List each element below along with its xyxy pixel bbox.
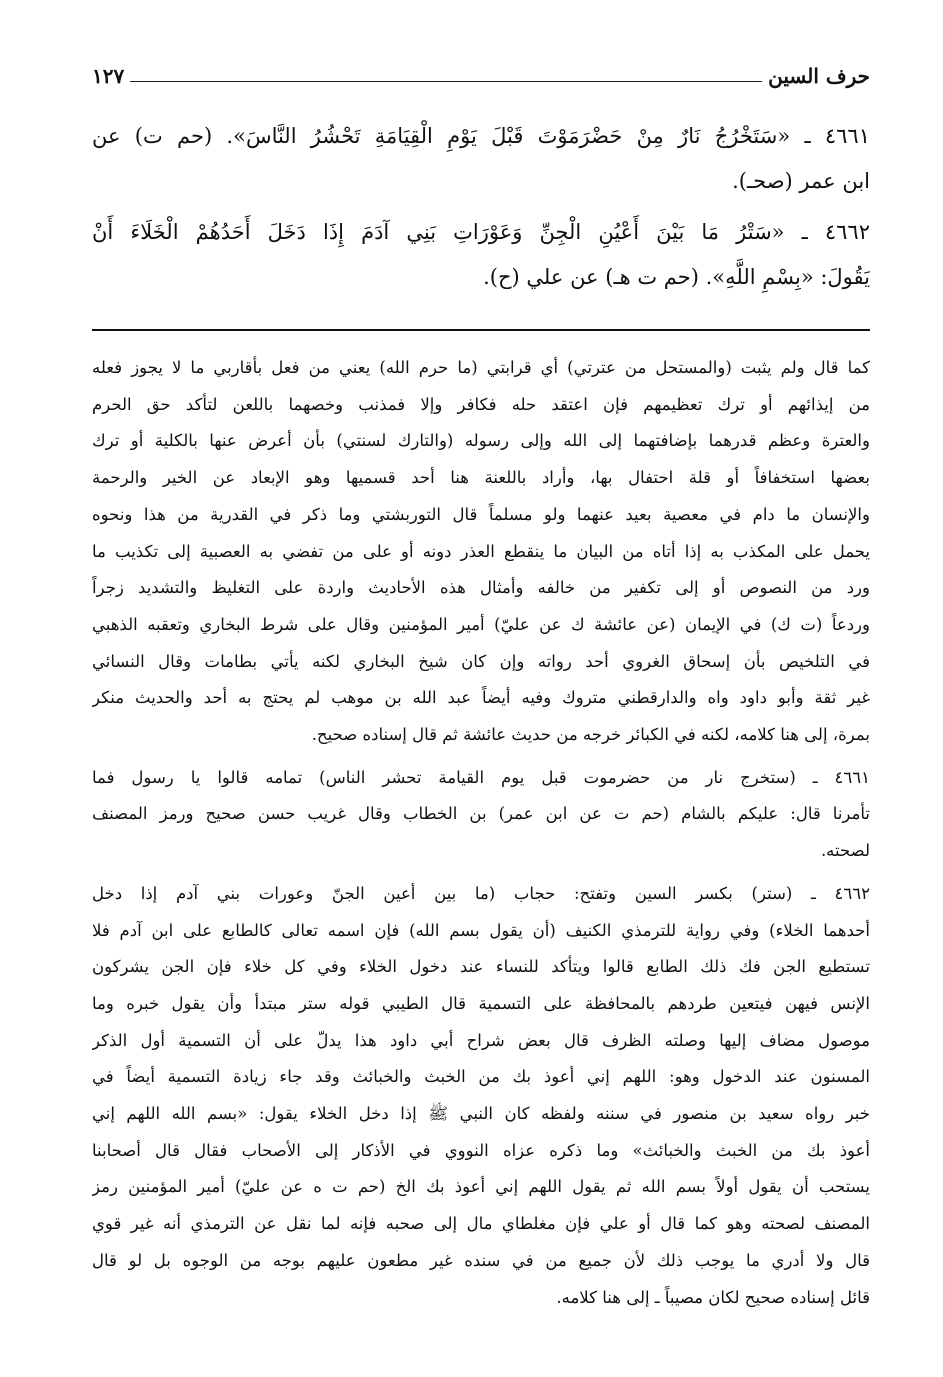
text-line: بعضها استخفافاً أو قلة احتفال بها، وأراد باللعنة هنا أحد قسميها وهو الإبعاد عن الخير والرحمة: [92, 468, 870, 488]
text-line: وردعاً (ت ك) في الإيمان (عن عائشة ك عن عليّ) أمير المؤمنين وقال على شرط البخاري وتعقبه الذهبي: [92, 614, 870, 634]
text-line: من إيذائهم أو ترك تعظيمهم فإن اعتقد حله فكافر وإلا فمذنب وخصهما باللعن لتأكد حق الحرم: [92, 394, 870, 414]
text-line: غير ثقة وأبو داود واه والدارقطني متروك وفيه أيضاً عبد الله بن موهب لم يحتج به أحد والحديث منكر: [92, 688, 870, 708]
text-line: ٤٦٦٢ ـ «سَتْرُ مَا بَيْنَ أَعْيُنِ الْجِنِّ وَعَوْرَاتِ بَنِي آدَمَ إِذَا دَخَلَ أَحَدُهُمْ الْخَلَاءَ أَنْ: [92, 220, 870, 244]
hadith-paragraph: [92, 210, 870, 300]
text-line: المسنون عند الدخول وهو: اللهم إني أعوذ بك من الخبث والخبائث وقد جاء زيادة التسمية أيضاً في: [92, 1067, 870, 1087]
text-line: لصحته.: [820, 841, 870, 861]
text-line: خبر رواه سعيد بن منصور في سننه ولفظه كان النبي ﷺ إذا دخل الخلاء يقول: «بسم الله اللهم إني: [92, 1104, 870, 1124]
text-line: قال ولا أدري ما يوجب ذلك لأن جميع من في سنده غير مطعون عليهم بوجه من الوجوه بل لو قال: [92, 1250, 870, 1270]
commentary-paragraph: [92, 876, 870, 1316]
text-line: ٤٦٦١ ـ (ستخرج نار من حضرموت قبل يوم القيامة تحشر الناس) تمامه قالوا يا رسول فما: [92, 767, 870, 787]
text-line: ٤٦٦١ ـ «سَتَخْرُجُ نَارٌ مِنْ حَضْرَمَوْتَ قَبْلَ يَوْمِ الْقِيَامَةِ تَحْشُرُ النَّاسَ». (حم ت) عن: [92, 124, 870, 148]
text-line: والإنسان ما دام في معصية بعيد عنهما ولو مسلماً قال التوربشتي وما ذكر في القدرية من هذا ونحوه: [92, 504, 870, 524]
text-line: موصول مضاف إليها وصلته الظرف قال بعض شراح أبي داود هذا يدلّ على أن التسمية أول الذكر: [92, 1030, 870, 1050]
text-line: تأمرنا قال: عليكم بالشام (حم ت عن ابن عمر) بن الخطاب وقال غريب حسن صحيح ورمز المصنف: [92, 804, 870, 824]
footnote-separator: [92, 329, 870, 331]
text-line: كما قال ولم يثبت (والمستحل من عترتي) أي قرابتي (ما حرم الله) يعني من فعل بأقاربي ما لا يجوز فعله: [92, 358, 870, 377]
hadith-text: [92, 114, 870, 306]
header-rule: [130, 81, 762, 82]
text-line: يستحب أن يقول أولاً بسم الله ثم يقول اللهم إني أعوذ بك الخ (حم ت ه عن عليّ) أمير المؤمنين رمز: [92, 1177, 870, 1197]
text-line: ابن عمر (صحـ).: [732, 169, 870, 193]
commentary-paragraph: [92, 350, 870, 754]
text-line: في التلخيص بأن إسحاق الغروي أحد رواته وإن كان شيخ البخاري لكنه يأتي بطامات وقال النسائي: [92, 651, 870, 671]
chapter-title: حرف السين: [768, 64, 870, 88]
text-line: الإنس فيهن فيتعين طردهم بالمحافظة على التسمية قال الطيبي قوله ستر مبتدأ وأن يقول خبره وما: [92, 993, 870, 1013]
text-line: قائل إسناده صحيح لكان مصيباً ـ إلى هنا كلامه.: [556, 1287, 870, 1307]
running-header: [92, 58, 870, 88]
page-number: ١٢٧: [92, 64, 125, 88]
text-line: يَقُولَ: «بِسْمِ اللَّهِ». (حم ت هـ) عن علي (ح).: [483, 265, 870, 289]
hadith-paragraph: [92, 114, 870, 204]
text-line: يحمل على المكذب به إذا أتاه من البيان ما ينقطع العذر دونه أو على من تفضي به العصبية إلى تكذيب ما: [92, 541, 870, 561]
text-line: تستطيع الجن فك ذلك الطابع قالوا ويتأكد للنساء عند دخول الخلاء وفي كل خلاء فإن الجن يشركون: [92, 957, 870, 977]
commentary-paragraph: [92, 760, 870, 870]
text-line: أحدهما الخلاء) وفي رواية للترمذي الكنيف (أن يقول بسم الله) فإن اسمه تعالى كالطابع على ابن آدم فلا: [92, 920, 870, 940]
commentary-text: [92, 350, 870, 1322]
text-line: والعترة وعظم قدرهما بإضافتهما إلى الله وإلى رسوله (والتارك لسنتي) بأن أعرض عنها بالكلية أو ترك: [92, 431, 870, 451]
text-line: أعوذ بك من الخبث والخبائث» وما ذكره عزاه النووي في الأذكار إلى الأصحاب فقال قال أصحابنا: [92, 1140, 870, 1160]
text-line: بمرة، إلى هنا كلامه، لكنه في الكبائر خرجه من حديث عائشة ثم قال إسناده صحيح.: [311, 725, 870, 745]
text-line: ورد من النصوص أو إلى تكفير من خالفه وأمثال هذه الأحاديث واردة على التغليظ والتشديد زجراً: [92, 578, 870, 598]
text-line: المصنف لصحته وهو كما قال أو علي فإن مغلطاي مال إلى صحبه فإنه لما نقل عن الترمذي أنه غير قوي: [92, 1214, 870, 1234]
text-line: ٤٦٦٢ ـ (ستر) بكسر السين وتفتح: حجاب (ما بين أعين الجنّ وعورات بني آدم إذا دخل: [92, 883, 870, 903]
